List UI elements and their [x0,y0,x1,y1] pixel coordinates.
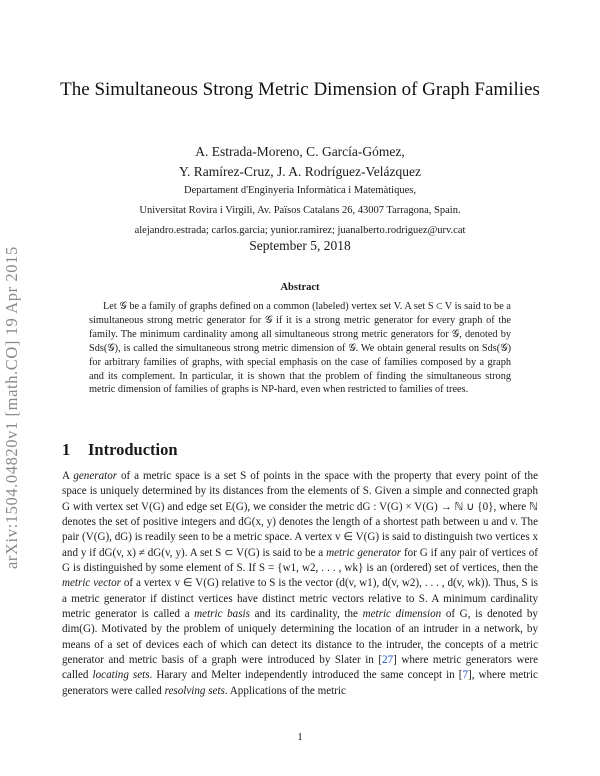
section-heading [62,440,178,460]
author-line: Y. Ramírez-Cruz, J. A. Rodríguez-Velázquez [179,164,421,179]
email-list: alejandro.estrada; carlos.garcia; yunior.ramirez; juanalberto.rodriguez@urv.cat [134,225,466,236]
section-number: 1 [62,440,71,459]
term-locating-sets: locating sets [92,669,150,682]
term-generator: generator [73,470,118,482]
section-title: Introduction [88,440,178,459]
paper-date: September 5, 2018 [249,238,351,253]
term-resolving-sets: resolving sets [164,684,225,697]
term-metric-generator: metric generator [326,546,402,559]
term-metric-basis: metric basis [194,608,250,621]
term-metric-vector: metric vector [62,577,121,590]
term-metric-dimension: metric dimension [362,608,442,621]
citation-link-7[interactable]: 7 [462,669,469,682]
citation-link-27[interactable]: 27 [382,654,394,667]
page-number: 1 [297,731,303,743]
intro-paragraph: A generator of a metric space is a set S of points in the space with the property that every point of the space is uniquely determined by its distances from the elements of S. Given a simple and connected graph G with vertex set V(G) and edge set E(G), we consider the metric dG : V(G) × V(G) → ℕ ∪ {0}, where ℕ denotes the set of positive integers and dG(x, y) denotes the length of a shortest path between u and v. The pair (V(G), dG) is readily seen to be a metric space. A vertex v ∈ V(G) is said to distinguish two vertices x and y if dG(v, x) ≠ dG(v, y). A set S ⊂ V(G) is said to be a metric generator for G if any pair of vertices of G is distinguished by some element of S. If S = {w1, w2, . . . , wk} is an (ordered) set of vertices, then the metric vector of a vertex v ∈ V(G) relative to S is the vector (d(v, w1), d(v, w2), . . . , d(v, wk)). Thus, S is a metric generator if distinct vertices have distinct metric vectors relative to S. A minimum cardinality metric generator is called a metric basis and its cardinality, the metric dimension of G, is denoted by dim(G). Motivated by the problem of uniquely determining the location of an intruder in a network, by means of a set of devices each of which can detect its distance to the intruder, the concepts of a metric generator and metric basis of a graph were introduced by Slater in [27] where metric generators were called locating sets. Harary and Melter independently introduced the same concept in [7], where metric generators were called resolving sets. Applications of the metric [62,470,538,697]
paper-title: The Simultaneous Strong Metric Dimension of Graph Families [60,79,540,100]
author-list [60,142,540,182]
abstract-text: Let 𝒢 be a family of graphs defined on a common (labeled) vertex set V. A set S ⊂ V is said to be a simultaneous strong metric generator for 𝒢 if it is a strong metric generator for every graph of the family. The minimum cardinality among all simultaneous strong metric generators for 𝒢, denoted by Sds(𝒢), is called the simultaneous strong metric dimension of 𝒢. We obtain general results on Sds(𝒢) for arbitrary families of graphs, with special emphasis on the case of families composed by a graph and its complement. In particular, it is shown that the problem of finding the simultaneous strong metric dimension of families of graphs is NP-hard, even when restricted to families of trees. [89,301,511,396]
address: Universitat Rovira i Virgili, Av. Països Catalans 26, 43007 Tarragona, Spain. [139,205,461,216]
abstract-heading: Abstract [280,282,320,293]
arxiv-identifier: arXiv:1504.04820v1 [math.CO] 19 Apr 2015 [2,246,21,570]
department: Departament d'Enginyeria Informàtica i Matemàtiques, [184,185,416,196]
affiliation [60,181,540,241]
author-line: A. Estrada-Moreno, C. García-Gómez, [195,144,405,159]
section-body [62,469,538,699]
